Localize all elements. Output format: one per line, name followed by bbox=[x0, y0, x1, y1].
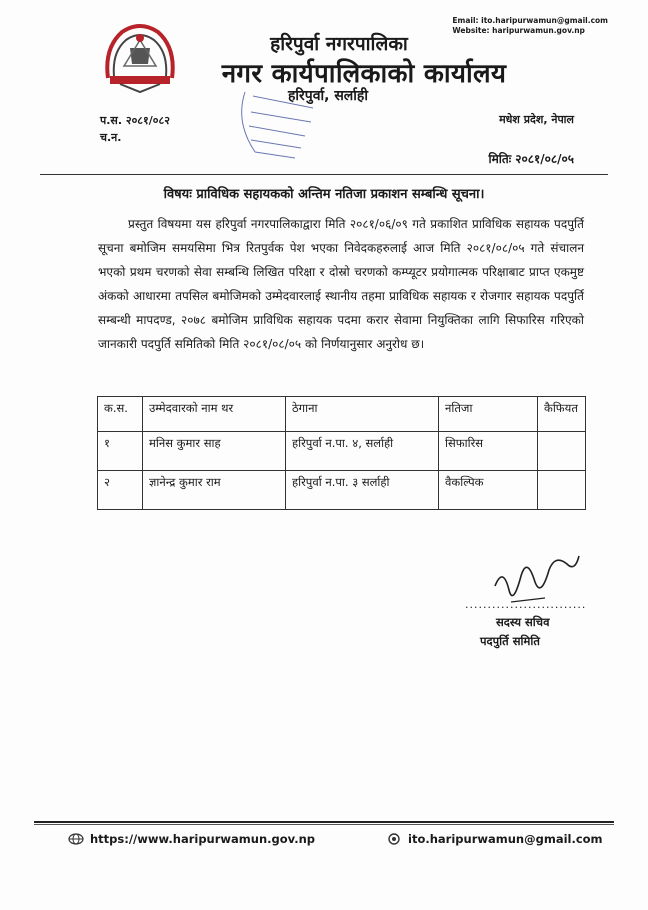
header-cell-name: उम्मेदवारको नाम थर bbox=[143, 397, 286, 432]
signature-dots: ........................... bbox=[465, 598, 587, 611]
signatory-title: सदस्य सचिव bbox=[496, 615, 550, 629]
header-divider bbox=[40, 174, 608, 175]
cell-address: हरिपुर्वा न.पा. ३ सर्लाही bbox=[286, 471, 439, 510]
cell-remarks bbox=[538, 471, 586, 510]
cell-sn: १ bbox=[98, 432, 143, 471]
header-cell-address: ठेगाना bbox=[286, 397, 439, 432]
cell-remarks bbox=[538, 432, 586, 471]
body-text: प्रस्तुत विषयमा यस हरिपुर्वा नगरपालिकाद्वारा मिति २०८१/०६/०९ गते प्रकाशित प्राविधिक सहायक पदपुर्ति सूचना बमोजिम समयसिमा भित्र रितपुर्वक पेश भएका निवेदकहरुलाई आज मिति २०८१/०८/०५ गते संचालन भएको प्रथम चरणको सेवा सम्बन्धि लिखित परिक्षा र दोस्रो चरणको कम्प्यूटर प्रयोगात्मक परिक्षाबाट प्राप्त एकमुष्ट अंकको आधारमा तपसिल बमोजिमको उम्मेदवारलाई स्थानीय तहमा प्राविधिक सहायक र रोजगार सहायक पदपुर्ति सम्बन्धी मापदण्ड, २०७८ बमोजिम प्राविधिक सहायक पदमा करार सेवामा नियुक्तिका लागि सिफारिस गरिएको जानकारी पदपुर्ति समितिको मिति २०८१/०८/०५ को निर्णयानुसार अनुरोध छ। bbox=[98, 217, 584, 351]
office-title: नगर कार्यपालिकाको कार्यालय bbox=[221, 59, 507, 89]
cell-address: हरिपुर्वा न.पा. ४, सर्लाही bbox=[286, 432, 439, 471]
email-icon bbox=[386, 833, 402, 845]
province-label: मधेश प्रदेश, नेपाल bbox=[499, 113, 574, 126]
footer-email bbox=[386, 832, 603, 846]
official-stamp-icon bbox=[225, 82, 345, 162]
header-cell-sn: क.स. bbox=[98, 397, 143, 432]
letter-date: मितिः २०८१/०८/०५ bbox=[488, 152, 574, 166]
cell-sn: २ bbox=[98, 471, 143, 510]
municipality-name: हरिपुर्वा नगरपालिका bbox=[270, 33, 408, 55]
table-header-row bbox=[98, 397, 586, 432]
cell-name: मनिस कुमार साह bbox=[143, 432, 286, 471]
results-table bbox=[97, 396, 586, 510]
table-row bbox=[98, 471, 586, 510]
cell-name: ज्ञानेन्द्र कुमार राम bbox=[143, 471, 286, 510]
cell-result: सिफारिस bbox=[439, 432, 538, 471]
footer-website bbox=[68, 832, 315, 846]
table-row bbox=[98, 432, 586, 471]
header-website: Website: haripurwamun.gov.np bbox=[452, 26, 585, 35]
body-paragraph bbox=[98, 212, 584, 356]
reference-block bbox=[100, 112, 170, 146]
footer-email-link[interactable]: ito.haripurwamun@gmail.com bbox=[408, 832, 603, 846]
chalani-number: च.न. bbox=[100, 131, 122, 144]
footer-divider bbox=[34, 821, 614, 823]
footer-divider-thin bbox=[34, 824, 614, 825]
footer-website-link[interactable]: https://www.haripurwamun.gov.np bbox=[90, 832, 316, 846]
cell-result: वैकल्पिक bbox=[439, 471, 538, 510]
header-cell-result: नतिजा bbox=[439, 397, 538, 432]
office-location: हरिपुर्वा, सर्लाही bbox=[288, 88, 368, 104]
signatory-committee: पदपुर्ति समिति bbox=[480, 634, 540, 648]
globe-icon bbox=[68, 833, 84, 845]
subject-line: विषयः प्राविधिक सहायकको अन्तिम नतिजा प्रकाशन सम्बन्धि सूचना। bbox=[163, 187, 485, 202]
header-email: Email: ito.haripurwamun@gmail.com bbox=[452, 16, 608, 25]
patra-sankhya: प.स. २०८१/०८२ bbox=[100, 114, 170, 127]
header-cell-remarks: कैफियत bbox=[538, 397, 586, 432]
